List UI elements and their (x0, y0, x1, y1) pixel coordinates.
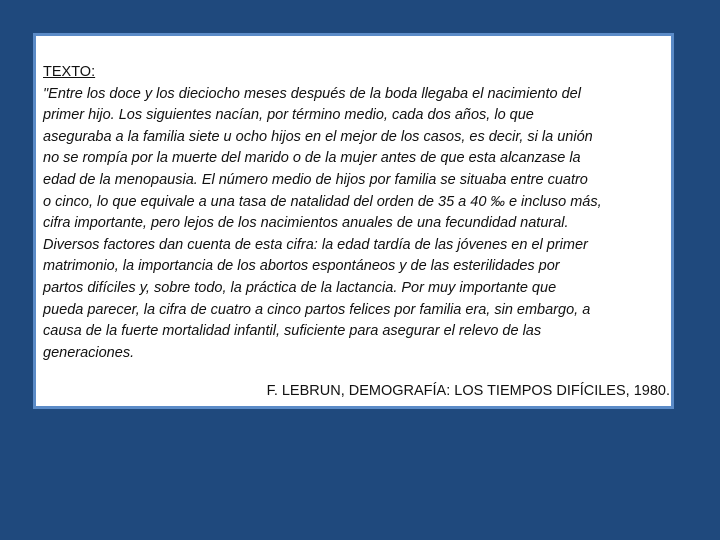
quote-line: matrimonio, la importancia de los abortos espontáneos y de las esterilidades por (43, 258, 560, 275)
quote-paragraph (43, 84, 669, 365)
quote-line: pueda parecer, la cifra de cuatro a cinco partos felices por familia era, sin embargo, a (43, 301, 591, 318)
quote-line: aseguraba a la familia siete u ocho hijos en el mejor de los casos, es decir, si la unión (43, 128, 593, 145)
text-heading: TEXTO: (43, 64, 96, 80)
source-citation: F. LEBRUN, DEMOGRAFÍA: LOS TIEMPOS DIFÍCILES, 1980. (266, 383, 670, 399)
quote-line: Diversos factores dan cuenta de esta cifra: la edad tardía de las jóvenes en el primer (43, 236, 588, 253)
text-box (33, 33, 674, 409)
quote-line: cifra importante, pero lejos de los nacimientos anuales de una fecundidad natural. (43, 215, 569, 232)
quote-line: o cinco, lo que equivale a una tasa de natalidad del orden de 35 a 40 ‰ e incluso más, (43, 193, 602, 210)
quote-line: primer hijo. Los siguientes nacían, por término medio, cada dos años, lo que (43, 107, 534, 124)
quote-line: edad de la menopausia. El número medio de hijos por familia se situaba entre cuatro (43, 171, 588, 188)
quote-line: generaciones. (43, 344, 135, 361)
quote-line: partos difíciles y, sobre todo, la práctica de la lactancia. Por muy importante que (43, 279, 557, 296)
text-content (43, 62, 669, 364)
quote-line: no se rompía por la muerte del marido o de la mujer antes de que esta alcanzase la (43, 150, 581, 167)
quote-line: "Entre los doce y los dieciocho meses después de la boda llegaba el nacimiento del (43, 85, 581, 102)
quote-line: causa de la fuerte mortalidad infantil, suficiente para asegurar el relevo de las (43, 323, 542, 340)
